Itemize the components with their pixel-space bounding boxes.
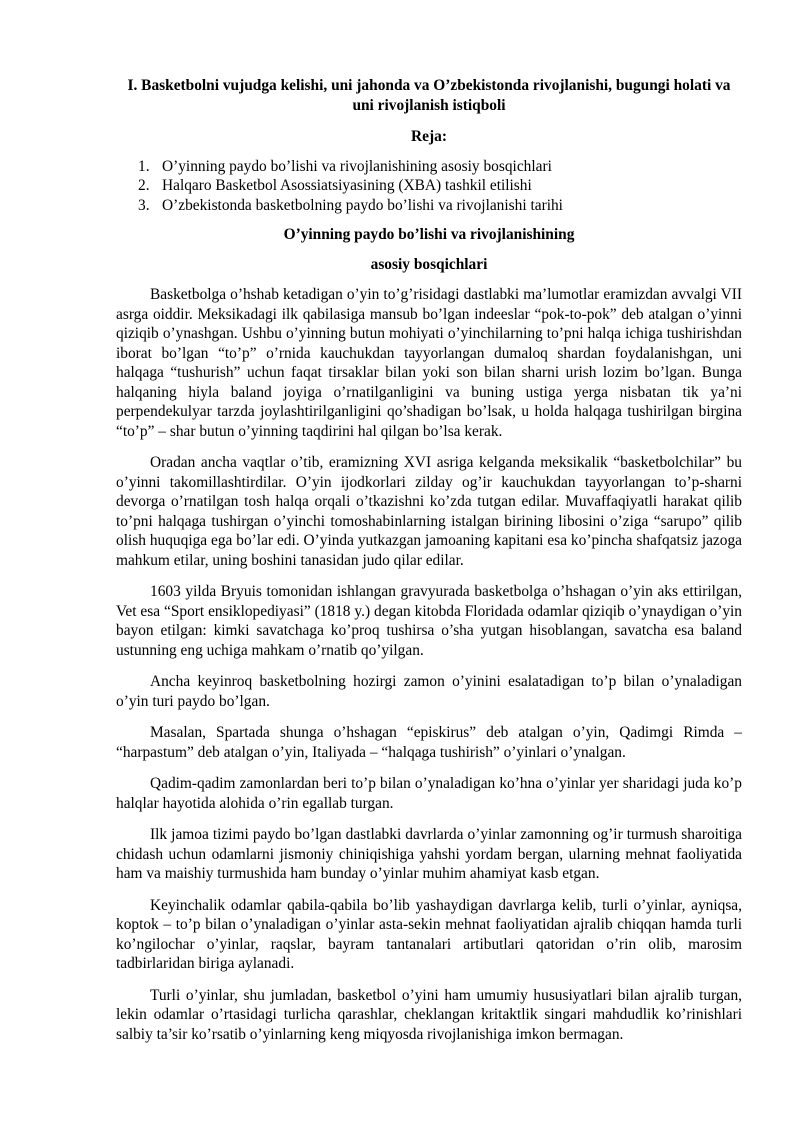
section-title-line1: O’yinning paydo bo’lishi va rivojlanishining — [283, 226, 575, 243]
plan-item-text: Halqaro Basketbol Asossiatsiyasining (XBA) tashkil etilishi — [162, 177, 532, 194]
body-paragraph: Ancha keyinroq basketbolning hozirgi zamon o’yinini esalatadigan to’p bilan o’ynaladigan o’yin turi paydo bo’lgan. — [116, 673, 742, 710]
body-paragraph: Basketbolga o’hshab ketadigan o’yin to’g’risidagi dastlabki ma’lumotlar eramizdan avvalgi VII asrga oiddir. Meksikadagi ilk qabilasiga mansub bo’lgan indeeslar “pok-to-pok” deb atalgan o’yinni qiziqib o’ynashgan. Ushbu o’yinning butun mohiyati o’yinchilarning to’pni halqa ichiga tushirishdan iborat bo’lgan “to’p” o’rnida kauchukdan tayyorlangan dumaloq shardan foydalanishgan, uni halqaga “tushurish” uchun faqat tirsaklar bilan yoki son bilan sharni urish lozim bo’lgan. Bunga halqaning hiyla baland joyiga o’rnatilganligini va buning ustiga yerga nisbatan tik ya’ni perpendekulyar tarzda joylashtirilganligini qo’shadigan bo’lsak, u holda halqaga tushirilgan birgina “to’p” – shar butun o’yinning taqdirini hal qilgan bo’lsa kerak. — [116, 286, 742, 440]
plan-item-number: 3. — [138, 196, 150, 214]
body-paragraph: Turli o’yinlar, shu jumladan, basketbol o’yini ham umumiy hususiyatlari bilan ajralib turgan, lekin odamlar o’rtasidagi turlicha qarashlar, cheklangan kritaktlik singari mahdudlik ko’rinishlari salbiy ta’sir ko’rsatib o’yinlarning keng miqyosda rivojlanishiga imkon bermagan. — [116, 986, 742, 1043]
body-paragraph: Ilk jamoa tizimi paydo bo’lgan dastlabki davrlarda o’yinlar zamonning og’ir turmush sharoitiga chidash uchun odamlarni jismoniy chiniqishiga yahshi yordam bergan, ularning mehnat faoliyatida ham va maishiy turmushida ham bunday o’yinlar muhim ahamiyat kasb etgan. — [116, 826, 742, 882]
document-page — [116, 76, 742, 1056]
plan-item-text: O’zbekistonda basketbolning paydo bo’lishi va rivojlanishi tarihi — [162, 196, 563, 214]
document-title: I. Basketbolni vujudga kelishi, uni jahonda va O’zbekistonda rivojlanishi, bugungi holati va uni rivojlanish istiqboli — [127, 77, 731, 114]
section-title-line2: asosiy bosqichlari — [370, 255, 488, 273]
body-paragraph: 1603 yilda Bryuis tomonidan ishlangan gravyurada basketbolga o’hshagan o’yin aks ettirilgan, Vet esa “Sport ensiklopediyasi” (1818 y.) degan kitobda Floridada odamlar qiziqib o’ynaydigan o’yin bayon etilgan: kimki savatchaga ko’proq tushirsa o’sha yutgan hisoblangan, savatcha esa baland ustunning eng uchiga mahkam o’rnatib qo’yilgan. — [116, 583, 742, 659]
body-paragraph: Masalan, Spartada shunga o’hshagan “episkirus” deb atalgan o’yin, Qadimgi Rimda – “harpastum” deb atalgan o’yin, Italiyada – “halqaga tushirish” o’yinlari o’ynalgan. — [116, 724, 742, 761]
plan-item-number: 2. — [138, 177, 150, 194]
body-paragraph: Oradan ancha vaqtlar o’tib, eramizning XVI asriga kelganda meksikalik “basketbolchilar” bu o’yinni takomillashtirdilar. O’yin ijodkorlari zilday og’ir kauchukdan tayyorlangan to’p-sharni devorga o’rnatilgan tosh halqa orqali o’tkazishni ko’zda tutgan edilar. Muvaffaqiyatli harakat qilib to’pni halqaga tushirgan o’yinchi tomoshabinlarning istalgan birining libosini o’ziga “sarupo” qilib olish huquqiga ega bo’lar edi. O’yinda yutkazgan jamoaning kapitani esa ko’pincha shafqatsiz jazoga mahkum etilar, uning boshini tanasidan judo qilar edilar. — [116, 454, 742, 569]
plan-item — [116, 196, 742, 216]
plan-list — [116, 157, 742, 216]
plan-item-number: 1. — [138, 157, 150, 175]
body-paragraph: Keyinchalik odamlar qabila-qabila bo’lib yashaydigan davrlarga kelib, turli o’yinlar, ayniqsa, koptok – to’p bilan o’ynaladigan o’yinlar asta-sekin mehnat faoliyatidan ajralib chiqqan hamda turli ko’ngilochar o’yinlar, raqslar, bayram tantanalari artibutlari qatoridan o’rin olib, marosim tadbirlaridan biriga aylanadi. — [116, 896, 742, 972]
plan-heading: Reja: — [411, 128, 447, 145]
plan-item-text: O’yinning paydo bo’lishi va rivojlanishining asosiy bosqichlari — [162, 157, 552, 175]
body-paragraph: Qadim-qadim zamonlardan beri to’p bilan o’ynaladigan ko’hna o’yinlar yer sharidagi juda ko’p halqlar hayotida alohida o’rin egallab turgan. — [116, 775, 742, 812]
plan-item — [116, 157, 742, 177]
plan-item — [116, 176, 742, 196]
